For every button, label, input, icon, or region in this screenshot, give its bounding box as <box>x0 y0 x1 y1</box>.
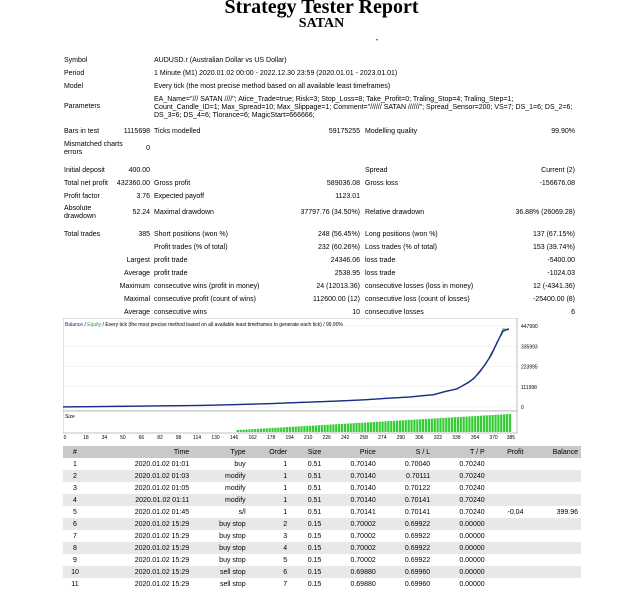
cons-losses-money-value: 12 (-4341.36) <box>532 283 575 290</box>
table-cell: 0.70040 <box>404 460 431 468</box>
table-cell <box>488 470 527 482</box>
y-tick-label: 223995 <box>521 364 538 371</box>
table-row <box>63 554 581 566</box>
period-value: 1 Minute (M1) 2020.01.02 00:00 - 2022.12.30 23:59 (2020.01.01 - 2023.01.01) <box>154 70 398 77</box>
abs-drawdown-value: 52.24 <box>132 209 150 216</box>
table-cell: 9 <box>73 556 77 564</box>
x-tick-label: 354 <box>470 435 480 441</box>
orders-header-cell: T / P <box>433 446 487 458</box>
table-cell: 5 <box>73 508 77 516</box>
size-bar <box>492 415 494 432</box>
table-cell <box>488 458 527 470</box>
table-cell: s/l <box>238 508 246 516</box>
table-cell: 2020.01.02 01:05 <box>134 484 190 492</box>
table-cell: 2020.01.02 15:29 <box>134 556 190 564</box>
table-cell: 0.15 <box>307 532 322 540</box>
x-axis-ticks <box>63 431 554 441</box>
size-bar <box>477 416 479 432</box>
size-bar <box>509 414 511 432</box>
model-value: Every tick (the most precise method based on all available least timeframes) <box>154 83 391 90</box>
orders-header-row <box>63 446 581 458</box>
table-cell: 2 <box>63 470 87 482</box>
y-tick-label: 335993 <box>521 344 538 351</box>
table-cell: 7 <box>73 532 77 540</box>
table-cell: buy stop <box>192 518 248 530</box>
loss-trades-value: 153 (39.74%) <box>532 244 575 251</box>
x-tick-label: 210 <box>304 435 313 441</box>
average-profit-label: profit trade <box>154 270 188 277</box>
table-cell: 0.70140 <box>324 494 378 506</box>
report-title: Strategy Tester Report <box>224 0 419 18</box>
table-cell: buy stop <box>219 556 246 564</box>
x-tick-label: 146 <box>229 435 239 441</box>
avg-cons-wins-value: 10 <box>352 309 360 316</box>
table-cell: 0.70002 <box>324 542 378 554</box>
table-cell <box>488 530 527 542</box>
loss-trades-label: Loss trades (% of total) <box>365 244 437 251</box>
table-cell <box>526 578 581 590</box>
symbol-label: Symbol <box>64 57 88 64</box>
deposit-label: Initial deposit <box>64 167 105 174</box>
table-cell: 2020.01.02 15:29 <box>87 566 192 578</box>
quality-label: Modelling quality <box>365 128 418 135</box>
cons-loss-count-value: -25400.00 (8) <box>532 296 575 303</box>
table-cell: 2020.01.02 15:29 <box>87 542 192 554</box>
report-subtitle: SATAN <box>298 16 345 31</box>
profit-factor-value: 3.76 <box>136 193 150 200</box>
max-drawdown-label: Maximal drawdown <box>154 209 214 216</box>
table-cell: 0.00000 <box>459 580 485 588</box>
x-tick-label: 242 <box>341 435 350 441</box>
table-cell: buy stop <box>219 532 246 540</box>
short-positions-label: Short positions (won %) <box>154 231 228 238</box>
table-cell <box>526 554 581 566</box>
table-cell: sell stop <box>219 580 246 588</box>
table-cell: modify <box>192 494 248 506</box>
table-cell: 2020.01.02 01:45 <box>134 508 190 516</box>
mismatch-value: 0 <box>146 145 150 152</box>
table-cell: 0.00000 <box>433 542 487 554</box>
orders-body <box>63 458 581 590</box>
table-cell: 0.15 <box>290 518 324 530</box>
table-cell <box>526 458 581 470</box>
rel-drawdown-label: Relative drawdown <box>365 209 425 216</box>
table-cell: 5 <box>283 556 288 564</box>
table-cell: 0.51 <box>307 508 322 516</box>
table-cell: 0.00000 <box>433 566 487 578</box>
size-bar <box>497 415 499 432</box>
payoff-value: 1123.01 <box>335 193 360 200</box>
table-row <box>63 530 581 542</box>
table-cell: 1 <box>249 494 291 506</box>
table-cell: 3 <box>283 532 288 540</box>
table-cell: modify <box>192 470 248 482</box>
table-cell: 0.00000 <box>459 532 485 540</box>
size-bar <box>454 417 456 432</box>
largest-loss-label: loss trade <box>365 257 396 264</box>
table-cell <box>488 578 527 590</box>
average-loss-label: loss trade <box>365 270 396 277</box>
table-cell: 2020.01.02 01:03 <box>87 470 192 482</box>
cons-profit-count-value: 112600.00 (12) <box>313 296 360 303</box>
table-cell <box>526 482 581 494</box>
x-tick-label: 338 <box>452 435 461 441</box>
net-profit-value: 432360.00 <box>116 180 150 187</box>
orders-header-cell: Profit <box>488 446 527 458</box>
decorative-dot: • <box>376 38 379 44</box>
average-label: Average <box>124 270 150 277</box>
model-label: Model <box>64 83 84 90</box>
legend-equity: Equity <box>87 322 102 328</box>
size-bar <box>428 419 430 432</box>
table-cell: 0.00000 <box>459 556 485 564</box>
total-trades-label: Total trades <box>64 231 101 238</box>
table-cell: 1 <box>283 508 288 516</box>
table-cell: 0.70002 <box>350 556 376 564</box>
max-drawdown-value: 37797.76 (34.50%) <box>300 209 360 216</box>
table-cell <box>488 542 527 554</box>
profit-factor-label: Profit factor <box>64 193 100 200</box>
size-bar <box>465 417 467 432</box>
table-cell: 8 <box>63 542 87 554</box>
table-row <box>63 542 581 554</box>
orders-header-cell: Price <box>324 446 378 458</box>
table-row <box>63 458 581 470</box>
x-tick-label: 114 <box>193 435 202 441</box>
table-cell <box>526 530 581 542</box>
legend-balance: Balance <box>65 322 84 328</box>
x-tick-label: 82 <box>157 435 163 441</box>
parameters-value: EA_Name="/// SATAN ////"; Atice_Trade=true; Risk=3; Stop_Loss=8; Take_Profit=0; Traling_Stop=4; Traling_Step=1; Count_Candle_ID=1; Max_Spread=10; Max_Slippage=1; Comment="////// SATAN //////"; Spread_Sensor=200; VS=7; DS_1=6; DS_2=6; DS_3=6; DS_4=6; Tlorance=6; MagicStart=666666; <box>154 96 573 119</box>
total-trades-value: 385 <box>138 231 150 238</box>
table-cell: 1 <box>283 460 288 468</box>
ticks-label: Ticks modelled <box>154 128 201 135</box>
rel-drawdown-value: 36.88% (26069.28) <box>515 209 575 216</box>
bars-label: Bars in test <box>64 128 100 135</box>
table-cell: 0.69880 <box>324 566 378 578</box>
table-cell: 11 <box>71 580 79 588</box>
table-cell: 0.69922 <box>404 556 431 564</box>
table-cell: 2020.01.02 15:29 <box>134 532 190 540</box>
avg-cons-losses-value: 6 <box>571 309 575 316</box>
payoff-label: Expected payoff <box>154 193 205 200</box>
x-tick-label: 385 <box>506 435 516 441</box>
table-cell: 0.70141 <box>379 494 433 506</box>
orders-header-cell: Size <box>290 446 324 458</box>
largest-label: Largest <box>126 257 150 264</box>
table-cell: 2020.01.02 15:29 <box>87 518 192 530</box>
table-cell: 0.70240 <box>433 494 487 506</box>
orders-header-cell: # <box>63 446 87 458</box>
table-cell: 0.70240 <box>459 508 485 516</box>
size-bar <box>500 415 502 432</box>
x-tick-label: 258 <box>359 435 368 441</box>
table-cell: 0.69922 <box>404 532 431 540</box>
long-positions-value: 137 (67.15%) <box>532 231 575 238</box>
y-tick-label: 447990 <box>521 324 538 330</box>
size-bar <box>437 418 439 432</box>
size-bar <box>431 419 433 432</box>
table-row <box>63 566 581 578</box>
largest-profit-label: profit trade <box>154 257 188 264</box>
parameters-label: Parameters <box>64 103 101 110</box>
table-cell: 0.70141 <box>404 508 431 516</box>
table-cell: 0.70240 <box>433 470 487 482</box>
largest-profit-value: 24346.06 <box>330 257 360 264</box>
size-bar <box>468 416 470 432</box>
table-cell <box>526 542 581 554</box>
table-cell: 0.51 <box>290 494 324 506</box>
x-tick-label: 50 <box>120 435 126 441</box>
table-cell: 0.15 <box>307 556 322 564</box>
size-label: Size <box>65 414 75 420</box>
cons-wins-money-label: consecutive wins (profit in money) <box>154 283 260 290</box>
x-tick-label: 290 <box>396 435 406 441</box>
x-tick-label: 306 <box>415 435 424 441</box>
table-cell: 0.70122 <box>404 484 431 492</box>
gross-loss-label: Gross loss <box>365 180 399 187</box>
avg-cons-losses-label: consecutive losses <box>365 309 424 316</box>
table-row <box>63 518 581 530</box>
table-cell <box>488 554 527 566</box>
y-tick-label: 0 <box>521 405 524 411</box>
size-bar <box>463 417 465 432</box>
profit-trades-label: Profit trades (% of total) <box>154 244 228 251</box>
size-bar <box>489 415 491 432</box>
size-bar <box>457 417 459 432</box>
cons-losses-money-label: consecutive losses (loss in money) <box>365 283 474 290</box>
table-cell <box>488 482 527 494</box>
spread-label: Spread <box>365 167 388 174</box>
table-cell: 0.51 <box>307 484 322 492</box>
size-bar <box>448 418 450 432</box>
table-cell <box>526 518 581 530</box>
orders-header-cell: Balance <box>526 446 581 458</box>
net-profit-label: Total net profit <box>64 180 108 187</box>
table-cell: 4 <box>249 542 291 554</box>
x-tick-label: 322 <box>433 435 443 441</box>
balance-equity-chart <box>63 318 554 436</box>
orders-header-cell: S / L <box>379 446 433 458</box>
size-bar <box>434 418 436 432</box>
chart-main-frame <box>63 318 517 411</box>
x-tick-label: 178 <box>266 435 276 441</box>
mismatch-label: Mismatched charts errors <box>64 141 123 156</box>
chart-legend <box>65 322 343 328</box>
table-cell: 0.00000 <box>433 518 487 530</box>
y-axis-ticks <box>521 324 538 411</box>
x-tick-label: 66 <box>138 435 145 441</box>
orders-header-cell: Time <box>87 446 192 458</box>
cons-loss-count-label: consecutive loss (count of losses) <box>365 296 470 303</box>
table-cell: 0.69960 <box>404 580 431 588</box>
size-bar <box>451 417 453 432</box>
table-cell: sell stop <box>192 566 248 578</box>
size-bar <box>439 418 441 432</box>
x-tick-label: 0 <box>63 435 67 441</box>
profit-trades-value: 232 (60.26%) <box>317 244 360 251</box>
table-cell: 2020.01.02 01:01 <box>134 460 190 468</box>
average-cons-label: Average <box>124 309 150 316</box>
cons-profit-count-label: consecutive profit (count of wins) <box>154 296 256 303</box>
ticks-value: 59175255 <box>328 128 360 135</box>
table-cell: modify <box>225 484 246 492</box>
table-cell: 0.69960 <box>379 566 433 578</box>
size-bar <box>460 417 462 432</box>
x-tick-label: 130 <box>211 435 220 441</box>
x-tick-label: 226 <box>322 435 331 441</box>
size-bar <box>480 416 482 432</box>
quality-value: 99.90% <box>551 128 575 135</box>
short-positions-value: 248 (56.45%) <box>317 231 360 238</box>
y-tick-label: 111998 <box>521 384 537 391</box>
table-cell: 0.51 <box>290 470 324 482</box>
x-tick-label: 18 <box>83 435 89 441</box>
table-row <box>63 482 581 494</box>
table-cell: 0.15 <box>307 580 322 588</box>
table-cell: 10 <box>63 566 87 578</box>
x-tick-label: 274 <box>378 435 387 441</box>
table-row <box>63 470 581 482</box>
maximal-label: Maximal <box>123 296 150 303</box>
largest-loss-value: -5400.00 <box>547 257 575 264</box>
legend-sep: / <box>83 322 88 328</box>
gross-loss-value: -156676.08 <box>539 180 575 187</box>
table-cell: 399.96 <box>556 508 578 516</box>
table-cell <box>488 566 527 578</box>
size-bar <box>503 414 505 432</box>
table-cell: 0.70140 <box>350 460 376 468</box>
orders-table <box>63 446 581 590</box>
avg-cons-wins-label: consecutive wins <box>154 309 207 316</box>
table-cell: 0.69922 <box>379 542 433 554</box>
table-cell: -0.04 <box>507 508 524 516</box>
size-bar <box>506 414 508 432</box>
x-tick-label: 34 <box>101 435 108 441</box>
x-tick-label: 194 <box>285 435 294 441</box>
table-cell: 1 <box>283 484 288 492</box>
table-cell: 0.69922 <box>379 518 433 530</box>
size-bar <box>483 416 485 432</box>
gross-profit-value: 589036.08 <box>326 180 360 187</box>
table-cell: 0.70111 <box>379 470 433 482</box>
table-cell: buy stop <box>192 542 248 554</box>
table-cell: 0.70002 <box>324 518 378 530</box>
cons-wins-money-value: 24 (12013.36) <box>316 283 360 290</box>
table-cell: 2020.01.02 01:11 <box>87 494 192 506</box>
table-cell: 0.70141 <box>350 508 376 516</box>
size-bar <box>445 418 447 432</box>
table-cell <box>526 566 581 578</box>
abs-drawdown-label: Absolute drawdown <box>64 205 96 220</box>
table-cell: 6 <box>249 566 291 578</box>
x-tick-label: 98 <box>175 435 182 441</box>
table-cell <box>488 494 527 506</box>
table-cell: 0.70140 <box>350 484 376 492</box>
table-cell <box>526 494 581 506</box>
long-positions-label: Long positions (won %) <box>365 231 438 238</box>
orders-header-cell: Order <box>249 446 291 458</box>
x-tick-label: 162 <box>248 435 257 441</box>
table-cell: 0.70240 <box>459 460 485 468</box>
table-cell: 7 <box>283 580 288 588</box>
orders-header-cell: Type <box>192 446 248 458</box>
spread-value: Current (2) <box>541 167 575 174</box>
period-label: Period <box>64 70 85 77</box>
table-cell <box>488 518 527 530</box>
table-cell: 0.15 <box>290 542 324 554</box>
table-cell: 0.70002 <box>350 532 376 540</box>
table-cell: 0.69880 <box>350 580 376 588</box>
size-bar <box>471 416 473 432</box>
x-tick-label: 370 <box>489 435 498 441</box>
size-bar <box>442 418 444 432</box>
size-bar <box>474 416 476 432</box>
average-loss-value: -1024.03 <box>547 270 575 277</box>
average-profit-value: 2538.95 <box>334 270 360 277</box>
maximum-label: Maximum <box>119 283 150 290</box>
table-cell: 1 <box>73 460 77 468</box>
table-cell: 0.15 <box>290 566 324 578</box>
table-cell: 6 <box>63 518 87 530</box>
table-row <box>63 578 581 590</box>
gross-profit-label: Gross profit <box>154 180 191 187</box>
size-bar <box>494 415 496 432</box>
table-cell: 1 <box>249 470 291 482</box>
table-cell: 4 <box>63 494 87 506</box>
table-cell: 2 <box>249 518 291 530</box>
table-row <box>63 506 581 518</box>
table-cell: 0.70140 <box>324 470 378 482</box>
size-bar <box>486 415 488 432</box>
table-cell: 0.51 <box>307 460 322 468</box>
table-cell: 2020.01.02 15:29 <box>134 580 190 588</box>
table-cell: 3 <box>73 484 77 492</box>
legend-rest: / Every tick (the most precise method based on all available least timeframes to generate each tick) / 99.90% <box>101 322 343 328</box>
deposit-value: 400.00 <box>128 167 150 174</box>
table-row <box>63 494 581 506</box>
table-cell <box>526 470 581 482</box>
bars-value: 1115698 <box>123 128 150 135</box>
table-cell: buy <box>234 460 246 468</box>
table-cell: 0.70240 <box>459 484 485 492</box>
symbol-value: AUDUSD.r (Australian Dollar vs US Dollar) <box>154 57 287 64</box>
